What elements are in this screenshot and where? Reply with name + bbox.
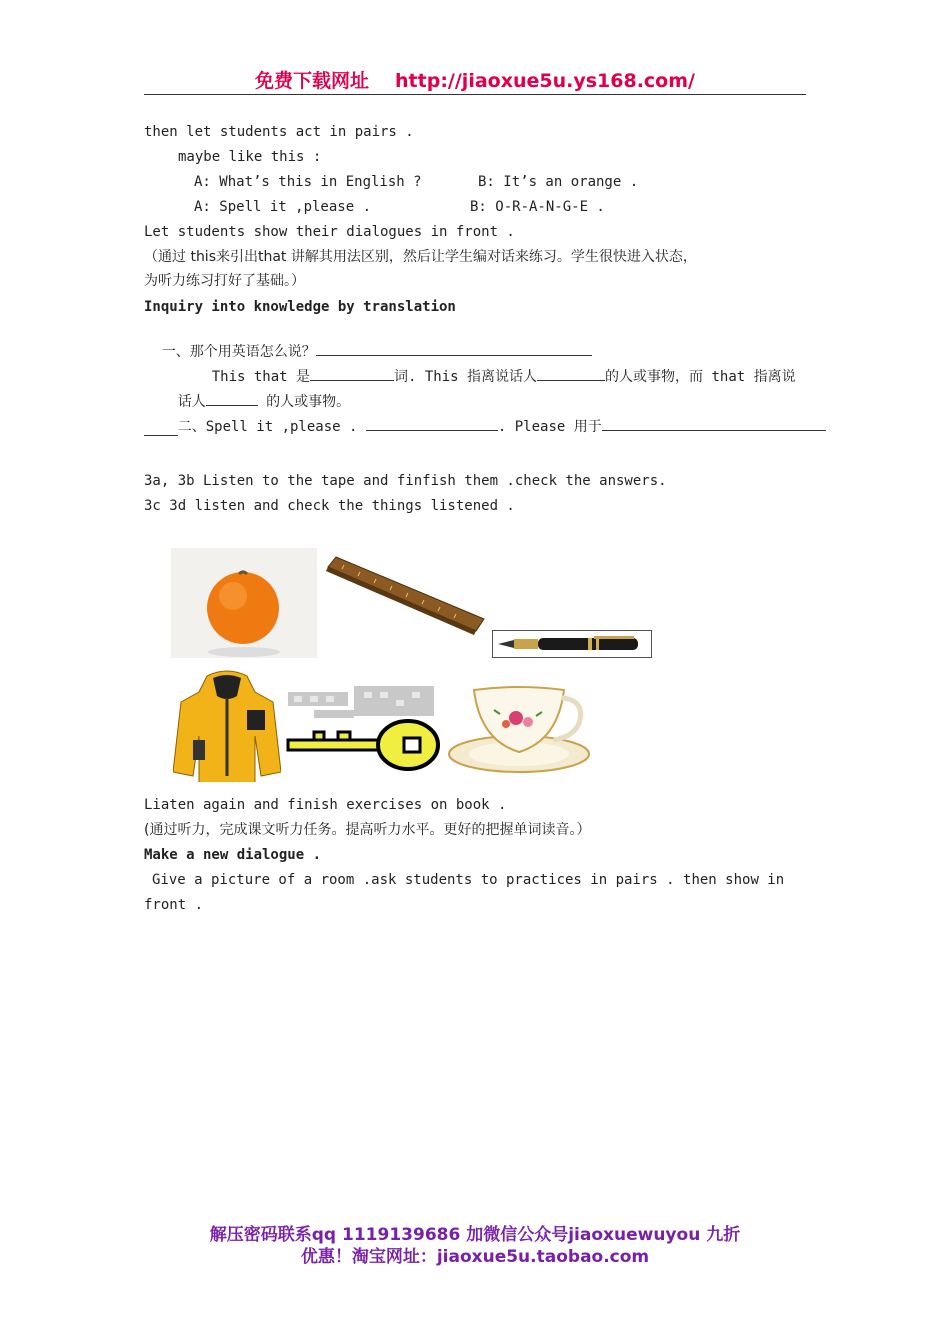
answer-blank[interactable] (366, 416, 498, 431)
question-text: 的人或事物，而 that 指离说 (605, 369, 796, 385)
text-line: （通过 this来引出that 讲解其用法区别，然后让学生编对话来练习。学生很快进入状态， (144, 249, 697, 265)
dialogue-line: B: It’s an orange . (478, 174, 639, 190)
footer-link[interactable]: 优惠！淘宝网址：jiaoxue5u.taobao.com (300, 1247, 650, 1267)
jacket-image (173, 670, 281, 782)
answer-blank[interactable] (602, 416, 826, 431)
dialogue-line: B: O-R-A-N-G-E . (470, 199, 605, 215)
question-text: 话人 (177, 394, 206, 410)
dialogue-line: A: Spell it ,please . (194, 199, 372, 215)
text-line: 3c 3d listen and check the things listened . (144, 498, 515, 514)
pen-image (492, 630, 652, 658)
teacup-image (446, 684, 592, 776)
ruler-image (326, 555, 486, 637)
section-heading: Make a new dialogue . (144, 847, 322, 863)
header-title: 免费下载网址 (255, 70, 370, 92)
blank-continuation (144, 421, 178, 442)
answer-blank[interactable] (537, 366, 605, 381)
text-line: Let students show their dialogues in front . (144, 224, 515, 240)
text-line: maybe like this : (178, 149, 322, 165)
question-text: 一、那个用英语怎么说？ (161, 344, 316, 360)
question-text: 词. This 指离说话人 (394, 369, 538, 385)
text-line: 3a, 3b Listen to the tape and finfish them .check the answers. (144, 473, 667, 489)
question-text: . Please 用于 (497, 419, 602, 435)
question-text: 二、Spell it ,please . (177, 419, 358, 435)
answer-blank[interactable] (144, 421, 178, 436)
text-line: Give a picture of a room .ask students to practices in pairs . then show in (152, 872, 785, 888)
orange-image (171, 548, 317, 658)
text-line: Liaten again and finish exercises on book . (144, 797, 507, 813)
text-line: front . (144, 897, 204, 913)
question-line (144, 396, 826, 457)
question-text: This that 是 (211, 369, 311, 385)
key-image (284, 682, 442, 774)
page-header (144, 66, 806, 93)
dialogue-line: A: What’s this in English ? (194, 174, 422, 190)
text-line: 为听力练习打好了基础。） (144, 273, 305, 289)
header-url-link[interactable]: http://jiaoxue5u.ys168.com/ (395, 70, 695, 92)
question-text: 的人或事物。 (257, 394, 351, 410)
header-divider (144, 94, 806, 95)
footer-line: 解压密码联系qq 1119139686 加微信公众号jiaoxuewuyou 九折 (209, 1225, 741, 1245)
text-line: then let students act in pairs . (144, 124, 414, 140)
text-line: (通过听力，完成课文听力任务。提高听力水平。更好的把握单词读音。） (144, 822, 591, 838)
section-heading: Inquiry into knowledge by translation (144, 299, 456, 315)
